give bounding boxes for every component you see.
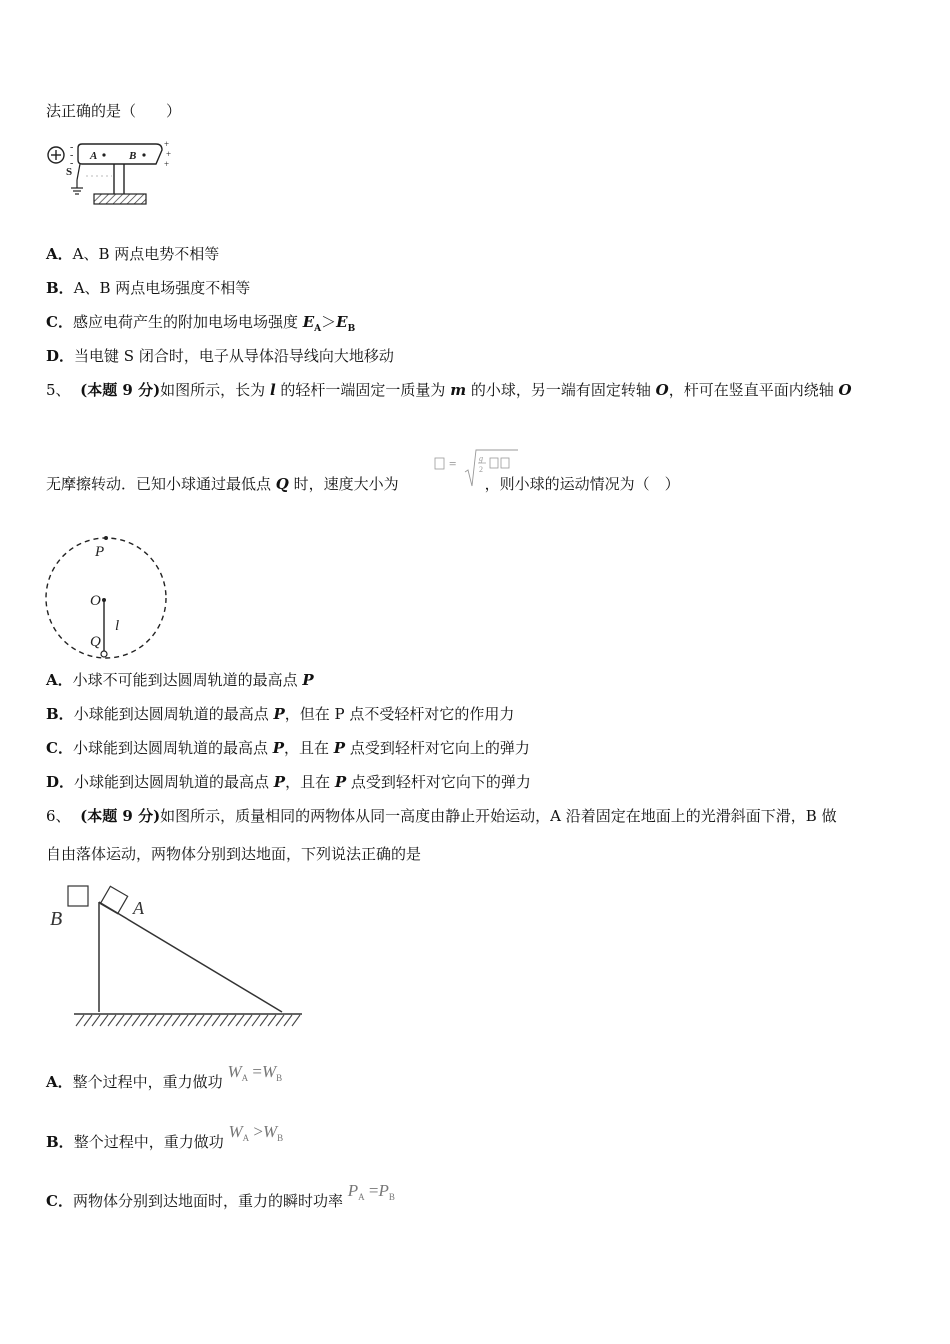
q5-option-a: A．小球不可能到达圆周轨道的最高点 P: [46, 671, 314, 689]
q6-incline-figure: [44, 880, 314, 1030]
q4-stem-tail: 法正确的是（ ）: [46, 102, 182, 120]
svg-text:-: -: [70, 150, 74, 161]
svg-text:=: =: [449, 456, 457, 471]
svg-text:-: -: [70, 158, 74, 169]
object-a-label: A: [133, 898, 144, 918]
q5-stem-line1: 5、 (本题 9 分)如图所示，长为 l 的轻杆一端固定一质量为 m 的小球，另一端有固定转轴 O，杆可在竖直平面内绕轴 O: [46, 381, 852, 399]
object-a-box: [100, 886, 127, 913]
svg-text:g: g: [479, 454, 483, 463]
q6-option-c: C．两物体分别到达地面时，重力的瞬时功率 $P_A =P_B$: [46, 1181, 395, 1210]
point-o-label: O: [90, 593, 101, 609]
svg-text:+: +: [166, 149, 172, 159]
svg-text:2: 2: [479, 465, 483, 474]
rod-length-label: l: [115, 618, 120, 634]
q6-stem-line1: 6、 (本题 9 分)如图所示，质量相同的两物体从同一高度由静止开始运动，A 沿着固定在地面上的光滑斜面下滑，B 做: [46, 807, 837, 825]
power-equal-formula: $P_A =P_B$: [347, 1181, 395, 1202]
object-b-label: B: [50, 908, 63, 930]
q6-option-b: B．整个过程中，重力做功 $W_A >W_B$: [46, 1122, 284, 1151]
svg-text:+: +: [164, 139, 170, 149]
q5-option-d: D．小球能到达圆周轨道的最高点 P，且在 P 点受到轻杆对它向下的弹力: [46, 773, 531, 791]
switch-s-label: S: [66, 166, 73, 178]
point-a-label: A: [90, 150, 98, 162]
svg-text:+: +: [164, 159, 170, 169]
q4-conductor-figure: [44, 138, 184, 210]
q5-option-b: B．小球能到达圆周轨道的最高点 P，但在 P 点不受轻杆对它的作用力: [46, 705, 515, 723]
work-greater-formula: $W_A >W_B$: [228, 1122, 284, 1143]
svg-text:-: -: [70, 142, 74, 153]
point-q-label: Q: [90, 634, 101, 650]
q6-stem-line2: 自由落体运动，两物体分别到达地面，下列说法正确的是: [46, 845, 422, 863]
q6-option-a: A．整个过程中，重力做功 $W_A =W_B$: [46, 1062, 283, 1091]
q5-option-c: C．小球能到达圆周轨道的最高点 P，且在 P 点受到轻杆对它向上的弹力: [46, 739, 530, 757]
work-equal-formula: $W_A =W_B$: [227, 1062, 283, 1083]
circular-path: [46, 538, 166, 658]
incline-surface: [99, 902, 282, 1012]
q4-option-d: D．当电键 S 闭合时，电子从导体沿导线向大地移动: [46, 347, 394, 365]
point-p-label: P: [95, 544, 105, 560]
q4-option-b: B．A、B 两点电场强度不相等: [46, 279, 251, 297]
q5-circle-figure: [40, 530, 180, 660]
q4-option-c: C．感应电荷产生的附加电场电场强度 $E_A>E_B$: [46, 313, 356, 334]
point-b-label: B: [129, 150, 137, 162]
q4-option-a: A．A、B 两点电势不相等: [46, 245, 220, 263]
q5-stem-line2: 无摩擦转动．已知小球通过最低点 Q 时，速度大小为 ，则小球的运动情况为（ ）: [46, 475, 680, 493]
object-b-box: [68, 886, 88, 906]
q5-velocity-formula: [432, 446, 522, 490]
insulating-stand-base: [94, 194, 146, 204]
